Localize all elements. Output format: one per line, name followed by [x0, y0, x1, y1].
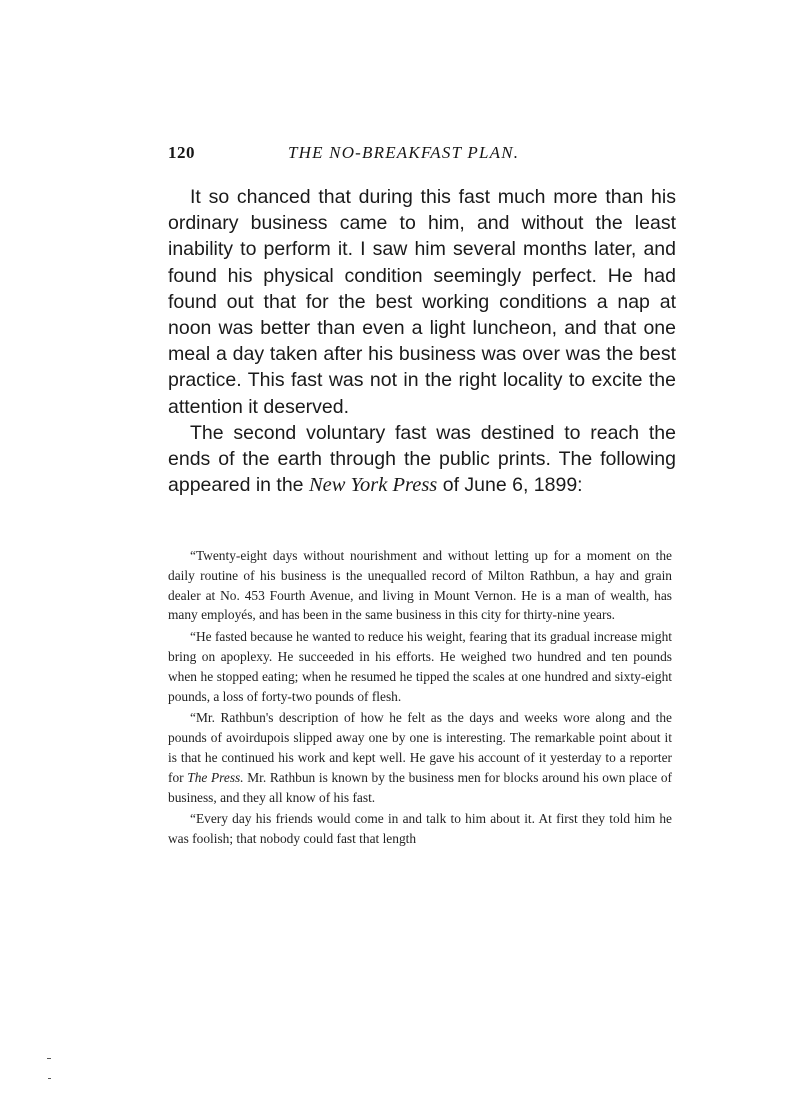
quote-paragraph	[168, 708, 672, 807]
scan-speck	[48, 1078, 51, 1079]
scan-speck	[47, 1058, 51, 1059]
page-header	[168, 143, 676, 165]
body-paragraph-text: of June 6, 1899:	[442, 474, 583, 497]
quote-paragraph-text: Mr. Rathbun is known by the business men for blocks around his own place of business, and they all know of his fast.	[168, 769, 672, 805]
quote-paragraph: “Twenty-eight days without nourishment and without letting up for a moment on the daily routine of his business is the unequalled record of Milton Rathbun, a hay and grain dealer at No. 453 Fourth Avenue, and living in Mount Vernon. He is a man of wealth, has many employés, and has been in the same business in this city for thirty-nine years.	[168, 548, 672, 623]
quote-paragraph: “He fasted because he wanted to reduce his weight, fearing that its gradual increase might bring on apoplexy. He succeeded in his efforts. He weighed two hundred and ten pounds when he stopped eating; when he resumed he tipped the scales at one hundred and sixty-eight pounds, a loss of forty-two pounds of flesh.	[168, 629, 672, 704]
quote-paragraph-text: “Mr. Rathbun's description of how he felt as the days and weeks wore along and the pounds of avoirdupois slipped away one by one is interesting. The remarkable point about it is that he continued his work and kept well. He gave his account of it yesterday to a reporter for	[168, 710, 672, 785]
newspaper-title: New York Press	[308, 474, 438, 497]
quote-paragraph: “Every day his friends would come in and talk to him about it. At first they told him he was foolish; that nobody could fast that length	[168, 811, 672, 847]
page-number: 120	[168, 143, 195, 162]
main-text	[168, 184, 676, 498]
quoted-article	[168, 546, 672, 851]
body-paragraph: It so chanced that during this fast much more than his ordinary business came to him, and without the least inability to perform it. I saw him several months later, and found his physical condition seemingly perfect. He had found out that for the best working conditions a nap at noon was better than even a light luncheon, and that one meal a day taken after his business was over was the best practice. This fast was not in the right locality to excite the attention it deserved.	[168, 186, 676, 418]
running-title: THE NO-BREAKFAST PLAN.	[288, 143, 520, 162]
newspaper-title: The Press.	[187, 769, 244, 785]
body-paragraph	[168, 420, 676, 499]
body-paragraph-text: The second voluntary fast was destined to reach the ends of the earth through the public prints. The following appeared in the	[168, 421, 676, 497]
